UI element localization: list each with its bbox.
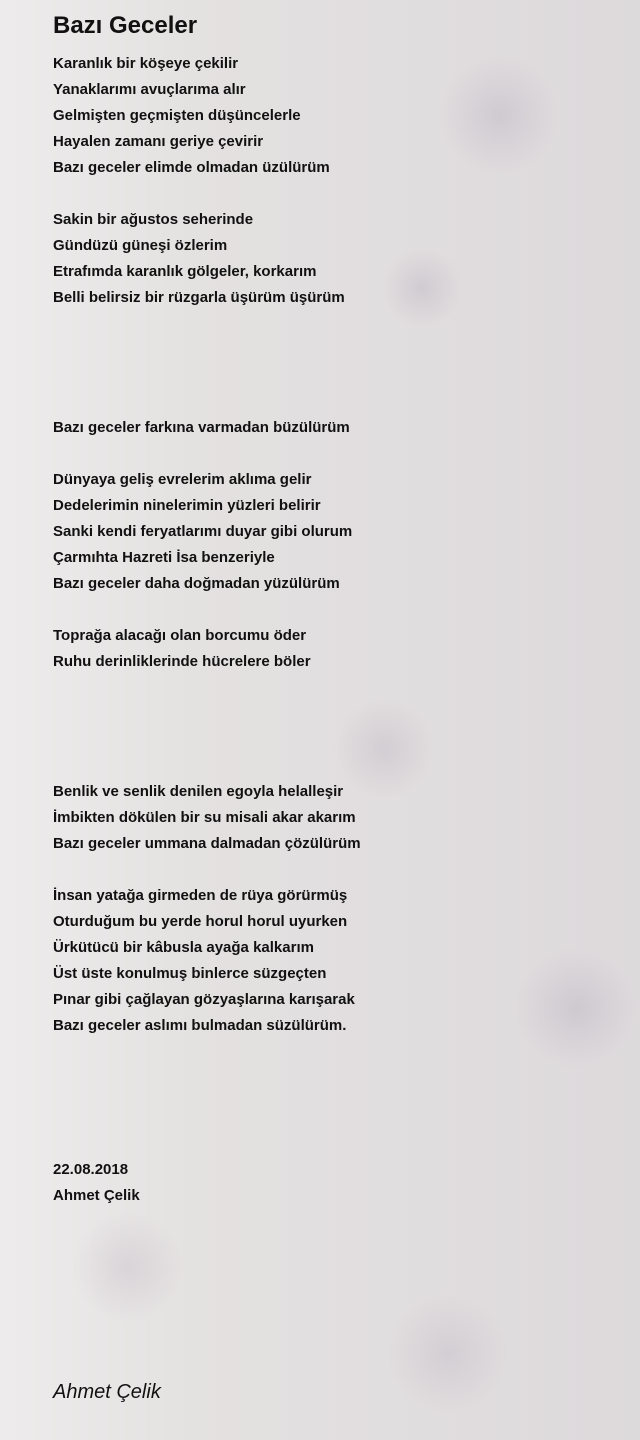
poem-line: Etrafımda karanlık gölgeler, korkarım (53, 263, 317, 280)
stanza-3 (53, 415, 613, 441)
poem-author: Ahmet Çelik (53, 1187, 140, 1204)
poem-line: Bazı geceler farkına varmadan büzülürüm (53, 419, 350, 436)
poem-line: Bazı geceler ummana dalmadan çözülürüm (53, 835, 361, 852)
poem-line: Üst üste konulmuş binlerce süzgeçten (53, 965, 327, 982)
poem-line: Sanki kendi feryatlarımı duyar gibi olurum (53, 523, 353, 540)
poem-line: İmbikten dökülen bir su misali akar akarım (53, 809, 356, 826)
poem-line: Gelmişten geçmişten düşüncelerle (53, 107, 301, 124)
stanza-gap (53, 597, 613, 623)
poem-line: Bazı geceler aslımı bulmadan süzülürüm. (53, 1017, 347, 1034)
poem-line: Karanlık bir köşeye çekilir (53, 55, 239, 72)
poem-date: 22.08.2018 (53, 1161, 129, 1178)
poem-line: Ürkütücü bir kâbusla ayağa kalkarım (53, 939, 314, 956)
stanza-4 (53, 467, 613, 597)
poem-body (53, 51, 613, 1039)
stanza-1 (53, 51, 613, 181)
poem-line: Sakin bir ağustos seherinde (53, 211, 254, 228)
poem-meta (53, 1157, 140, 1209)
poem-title: Bazı Geceler (53, 12, 198, 39)
poem-line: Oturduğum bu yerde horul horul uyurken (53, 913, 348, 930)
poem-line: Benlik ve senlik denilen egoyla helalleşir (53, 783, 344, 800)
poem-line: Toprağa alacağı olan borcumu öder (53, 627, 307, 644)
poem-line: Bazı geceler daha doğmadan yüzülürüm (53, 575, 340, 592)
poem-line: Gündüzü güneşi özlerim (53, 237, 228, 254)
poem-line: Pınar gibi çağlayan gözyaşlarına karışarak (53, 991, 355, 1008)
stanza-gap (53, 311, 613, 415)
stanza-gap (53, 857, 613, 883)
stanza-7 (53, 883, 613, 1039)
stanza-gap (53, 675, 613, 779)
poem-line: Belli belirsiz bir rüzgarla üşürüm üşürüm (53, 289, 345, 306)
poem-line: Dedelerimin ninelerimin yüzleri belirir (53, 497, 321, 514)
poem-line: Yanaklarımı avuçlarıma alır (53, 81, 246, 98)
stanza-gap (53, 441, 613, 467)
poem-line: Dünyaya geliş evrelerim aklıma gelir (53, 471, 312, 488)
stanza-gap (53, 181, 613, 207)
poem-line: Hayalen zamanı geriye çevirir (53, 133, 264, 150)
poem-line: İnsan yatağa girmeden de rüya görürmüş (53, 887, 348, 904)
stanza-5 (53, 623, 613, 675)
author-signature: Ahmet Çelik (53, 1381, 161, 1403)
poem-line: Bazı geceler elimde olmadan üzülürüm (53, 159, 330, 176)
stanza-2 (53, 207, 613, 311)
stanza-6 (53, 779, 613, 857)
poem-line: Ruhu derinliklerinde hücrelere böler (53, 653, 311, 670)
poem-line: Çarmıhta Hazreti İsa benzeriyle (53, 549, 275, 566)
